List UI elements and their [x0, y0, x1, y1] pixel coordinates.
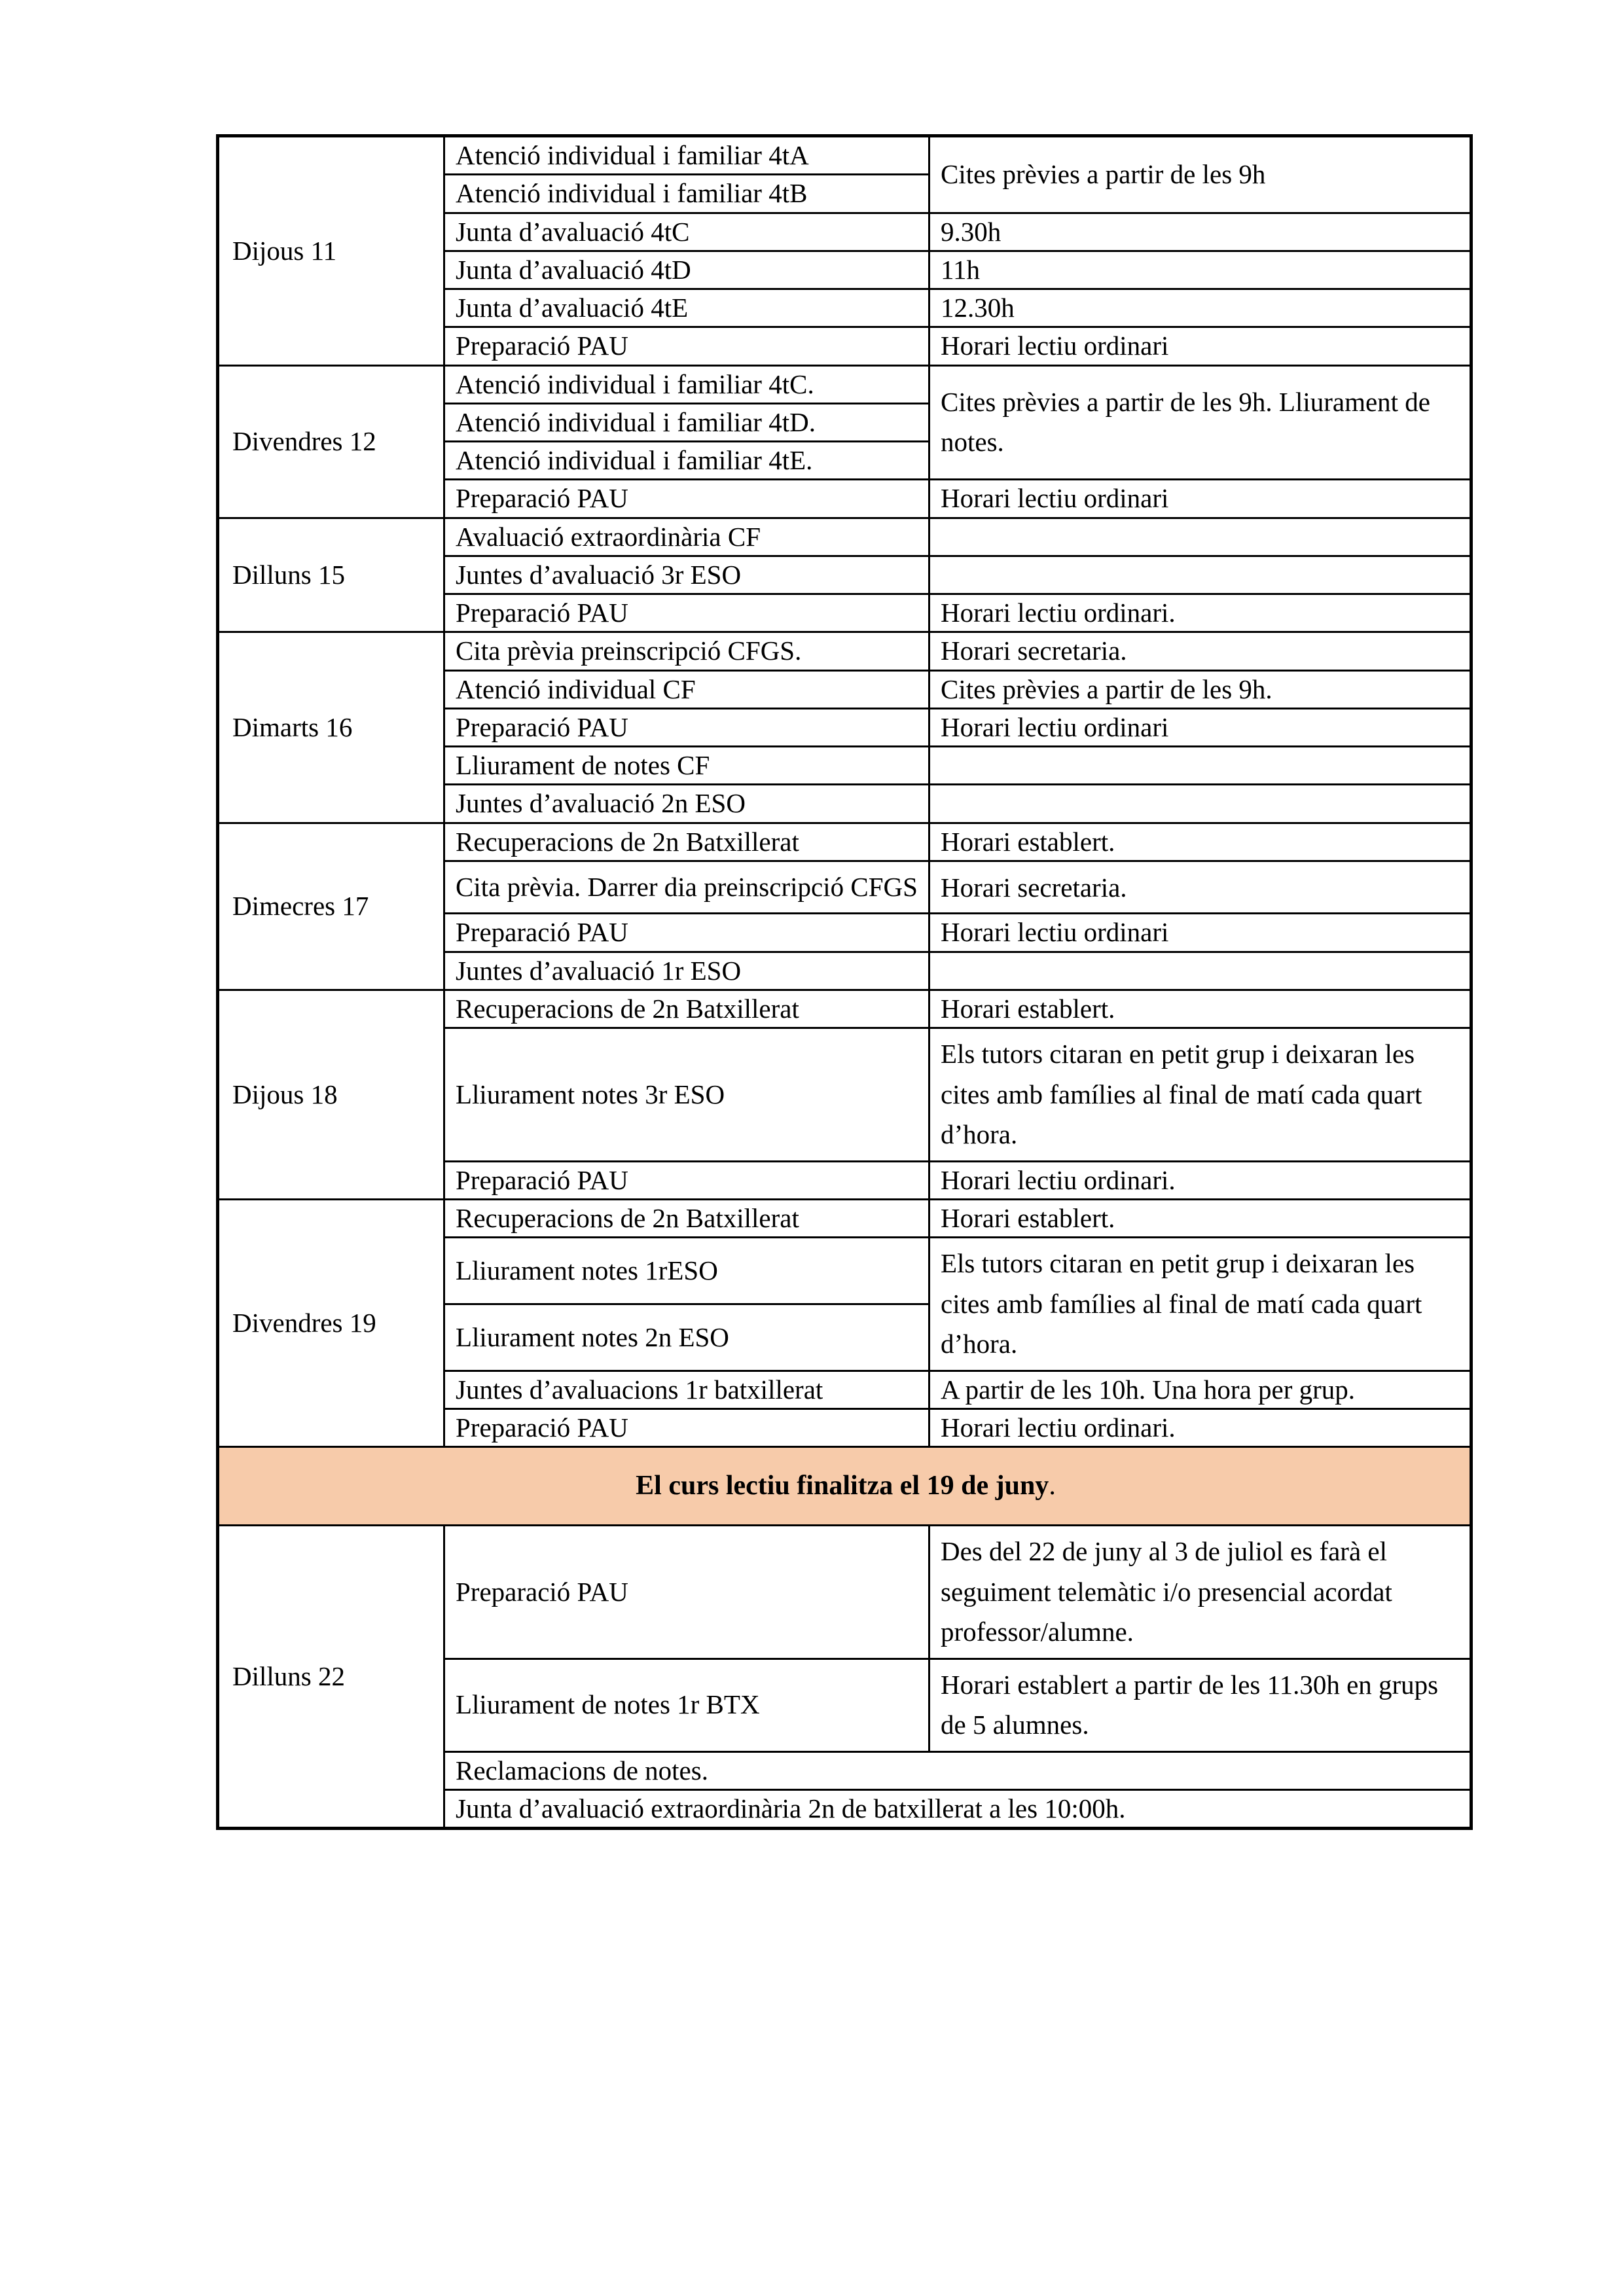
- activity-cell: Lliurament notes 2n ESO: [444, 1304, 929, 1371]
- activity-cell: Lliurament notes 3r ESO: [444, 1028, 929, 1162]
- detail-cell: Horari lectiu ordinari: [929, 914, 1471, 952]
- detail-cell: Horari lectiu ordinari.: [929, 594, 1471, 632]
- detail-cell: Horari lectiu ordinari: [929, 708, 1471, 746]
- detail-cell: [929, 952, 1471, 990]
- detail-cell: Horari establert.: [929, 990, 1471, 1028]
- detail-cell: Cites prèvies a partir de les 9h: [929, 136, 1471, 213]
- day-cell-divendres-12: Divendres 12: [218, 365, 444, 518]
- detail-cell: 9.30h: [929, 213, 1471, 251]
- detail-cell: Horari lectiu ordinari: [929, 327, 1471, 365]
- activity-cell: Preparació PAU: [444, 914, 929, 952]
- activity-cell: Lliurament de notes CF: [444, 747, 929, 785]
- detail-cell: Cites prèvies a partir de les 9h. Lliurament de notes.: [929, 365, 1471, 480]
- banner-row: [218, 1447, 1471, 1526]
- activity-cell: Atenció individual i familiar 4tB: [444, 175, 929, 213]
- activity-cell: Recuperacions de 2n Batxillerat: [444, 823, 929, 861]
- activity-cell: Junta d’avaluació 4tE: [444, 289, 929, 327]
- activity-cell: Atenció individual i familiar 4tE.: [444, 442, 929, 480]
- detail-cell: [929, 785, 1471, 823]
- activity-cell: Atenció individual i familiar 4tD.: [444, 403, 929, 441]
- detail-cell: 12.30h: [929, 289, 1471, 327]
- activity-cell: Preparació PAU: [444, 1161, 929, 1199]
- activity-cell: Juntes d’avaluació 1r ESO: [444, 952, 929, 990]
- table-row: [218, 823, 1471, 861]
- activity-cell: Juntes d’avaluacions 1r batxillerat: [444, 1371, 929, 1408]
- full-width-cell: Junta d’avaluació extraordinària 2n de batxillerat a les 10:00h.: [444, 1789, 1471, 1828]
- detail-cell: Horari establert a partir de les 11.30h en grups de 5 alumnes.: [929, 1659, 1471, 1751]
- detail-cell: Horari lectiu ordinari.: [929, 1161, 1471, 1199]
- day-cell-dijous-11: Dijous 11: [218, 136, 444, 366]
- activity-cell: Recuperacions de 2n Batxillerat: [444, 990, 929, 1028]
- detail-cell: [929, 556, 1471, 594]
- activity-cell: Preparació PAU: [444, 594, 929, 632]
- activity-cell: Lliurament de notes 1r BTX: [444, 1659, 929, 1751]
- table-row: [218, 1526, 1471, 1659]
- banner-suffix: .: [1049, 1471, 1056, 1501]
- detail-cell: Horari lectiu ordinari: [929, 480, 1471, 518]
- detail-cell: Els tutors citaran en petit grup i deixaran les cites amb famílies al final de matí cada quart d’hora.: [929, 1238, 1471, 1371]
- activity-cell: Lliurament notes 1rESO: [444, 1238, 929, 1304]
- day-cell-divendres-19: Divendres 19: [218, 1199, 444, 1446]
- detail-cell: Horari establert.: [929, 823, 1471, 861]
- activity-cell: Preparació PAU: [444, 1408, 929, 1446]
- banner-bold-text: El curs lectiu finalitza el 19 de juny: [636, 1471, 1049, 1501]
- schedule-table: [216, 134, 1473, 1830]
- activity-cell: Recuperacions de 2n Batxillerat: [444, 1199, 929, 1237]
- activity-cell: Avaluació extraordinària CF: [444, 518, 929, 556]
- detail-cell: Els tutors citaran en petit grup i deixaran les cites amb famílies al final de matí cada quart d’hora.: [929, 1028, 1471, 1162]
- activity-cell: Juntes d’avaluació 2n ESO: [444, 785, 929, 823]
- detail-cell: 11h: [929, 251, 1471, 289]
- activity-cell: Junta d’avaluació 4tD: [444, 251, 929, 289]
- day-cell-dilluns-22: Dilluns 22: [218, 1526, 444, 1829]
- day-cell-dimecres-17: Dimecres 17: [218, 823, 444, 990]
- detail-cell: Horari secretaria.: [929, 632, 1471, 670]
- table-row: [218, 990, 1471, 1028]
- detail-cell: A partir de les 10h. Una hora per grup.: [929, 1371, 1471, 1408]
- table-row: [218, 518, 1471, 556]
- activity-cell: Preparació PAU: [444, 480, 929, 518]
- activity-cell: Juntes d’avaluació 3r ESO: [444, 556, 929, 594]
- table-row: [218, 1199, 1471, 1237]
- detail-cell: Cites prèvies a partir de les 9h.: [929, 670, 1471, 708]
- activity-cell: Atenció individual i familiar 4tA: [444, 136, 929, 175]
- full-width-cell: Reclamacions de notes.: [444, 1751, 1471, 1789]
- table-row: [218, 365, 1471, 403]
- detail-cell: Des del 22 de juny al 3 de juliol es farà el seguiment telemàtic i/o presencial acordat professor/alumne.: [929, 1526, 1471, 1659]
- detail-cell: Horari establert.: [929, 1199, 1471, 1237]
- detail-cell: [929, 518, 1471, 556]
- course-end-banner: [218, 1447, 1471, 1526]
- activity-cell: Atenció individual i familiar 4tC.: [444, 365, 929, 403]
- table-row: [218, 632, 1471, 670]
- activity-cell: Cita prèvia. Darrer dia preinscripció CFGS: [444, 861, 929, 914]
- activity-cell: Preparació PAU: [444, 1526, 929, 1659]
- activity-cell: Junta d’avaluació 4tC: [444, 213, 929, 251]
- activity-cell: Cita prèvia preinscripció CFGS.: [444, 632, 929, 670]
- day-cell-dilluns-15: Dilluns 15: [218, 518, 444, 632]
- activity-cell: Atenció individual CF: [444, 670, 929, 708]
- day-cell-dijous-18: Dijous 18: [218, 990, 444, 1199]
- detail-cell: [929, 747, 1471, 785]
- detail-cell: Horari secretaria.: [929, 861, 1471, 914]
- activity-cell: Preparació PAU: [444, 327, 929, 365]
- activity-cell: Preparació PAU: [444, 708, 929, 746]
- day-cell-dimarts-16: Dimarts 16: [218, 632, 444, 823]
- table-row: [218, 136, 1471, 175]
- detail-cell: Horari lectiu ordinari.: [929, 1408, 1471, 1446]
